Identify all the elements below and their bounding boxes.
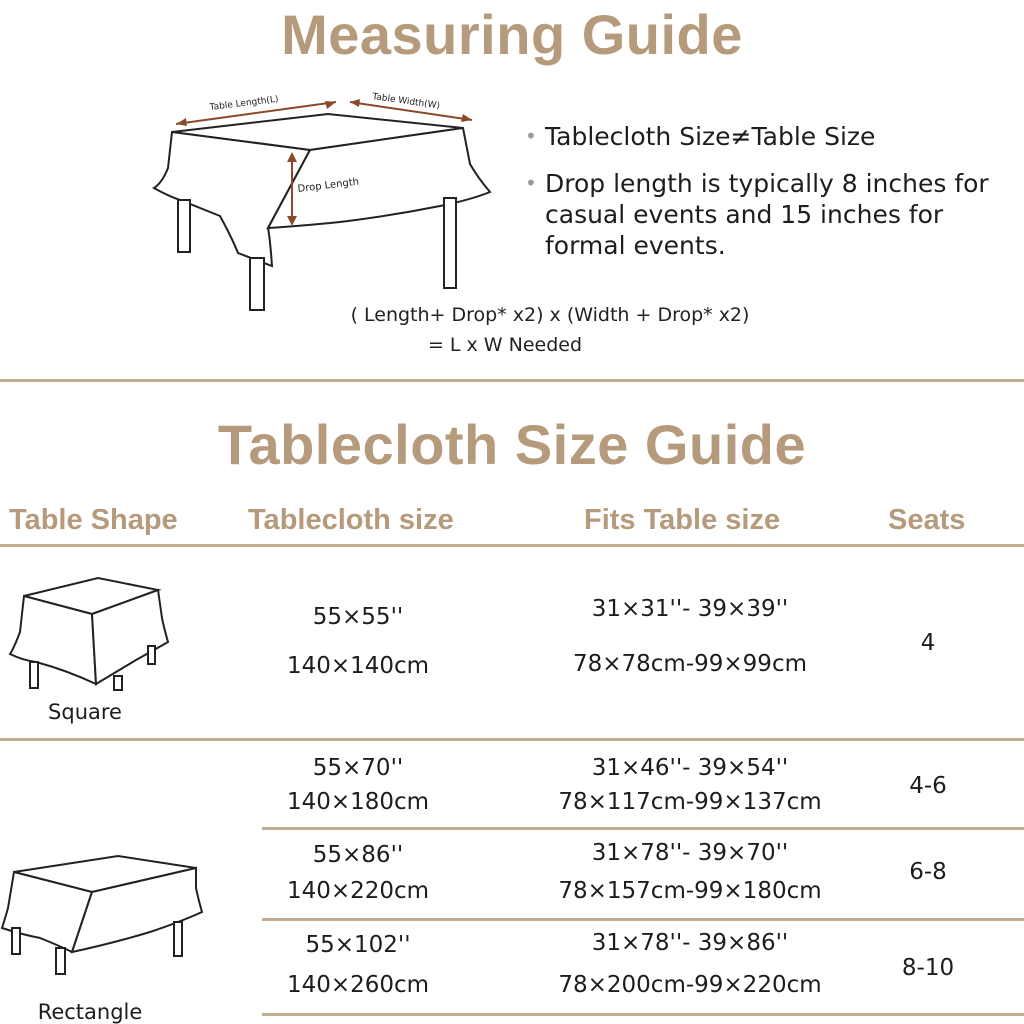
measuring-guide-title: Measuring Guide [281, 3, 743, 66]
seats-value: 4-6 [909, 773, 947, 799]
size-guide-title: Tablecloth Size Guide [217, 413, 807, 476]
cloth-size-inches: 55×55'' [312, 604, 404, 630]
cloth-size-cm: 140×140cm [286, 653, 430, 679]
cloth-size-cm: 140×180cm [286, 789, 430, 815]
bullet-text: Tablecloth Size≠Table Size [545, 122, 876, 151]
fits-size-cm: 78×117cm-99×137cm [558, 789, 822, 815]
cloth-size-inches: 55×102'' [305, 932, 411, 958]
row-divider [0, 738, 1024, 741]
column-header-shape: Table Shape [9, 504, 178, 536]
fits-size-inches: 31×78''- 39×70'' [591, 840, 789, 866]
cloth-size-inches: 55×70'' [312, 755, 404, 781]
table-leg [444, 198, 456, 288]
fits-size-cm: 78×157cm-99×180cm [558, 878, 822, 904]
length-arrowhead [325, 101, 336, 109]
square-table-icon [6, 572, 176, 694]
rectangle-table-icon [0, 848, 210, 978]
section-divider [0, 379, 1024, 382]
fits-size-inches: 31×31''- 39×39'' [591, 596, 789, 622]
fits-size-inches: 31×78''- 39×86'' [591, 930, 789, 956]
column-header-fits: Fits Table size [584, 504, 781, 536]
cloth-size-cm: 140×220cm [286, 878, 430, 904]
bullet-dot-icon: • [525, 124, 537, 148]
column-header-seats: Seats [888, 504, 966, 536]
table-measure-diagram [140, 88, 510, 318]
formula-line: ( Length+ Drop* x2) x (Width + Drop* x2) [350, 304, 750, 326]
fits-size-inches: 31×46''- 39×54'' [591, 755, 789, 781]
table-leg [250, 258, 264, 310]
table-width-label: Table Width(W) [371, 92, 441, 112]
header-divider [0, 544, 1024, 547]
row-divider [262, 827, 1024, 830]
row-divider [262, 1013, 1024, 1016]
bullet-dot-icon: • [525, 171, 537, 195]
table-length-label: Table Length(L) [209, 94, 280, 113]
cloth-size-cm: 140×260cm [286, 972, 430, 998]
row-divider [262, 918, 1024, 921]
fits-size-cm: 78×78cm-99×99cm [572, 651, 807, 677]
bullet-size-note [525, 121, 1005, 152]
length-arrowhead [176, 118, 187, 126]
column-header-cloth: Tablecloth size [248, 504, 454, 536]
fits-size-cm: 78×200cm-99×220cm [558, 972, 822, 998]
seats-value: 6-8 [909, 859, 947, 885]
cloth-size-inches: 55×86'' [312, 842, 404, 868]
seats-value: 4 [920, 630, 936, 656]
shape-label-square: Square [48, 700, 122, 724]
shape-label-rectangle: Rectangle [37, 1000, 143, 1024]
table-leg [178, 200, 190, 252]
formula-result: = L x W Needed [427, 334, 583, 356]
seats-value: 8-10 [901, 955, 955, 981]
bullet-drop-note [525, 168, 1005, 261]
drop-length-label: Drop Length [297, 176, 360, 195]
width-arrowhead [461, 114, 472, 122]
bullet-text: Drop length is typically 8 inches for casual events and 15 inches for formal events. [545, 169, 989, 260]
